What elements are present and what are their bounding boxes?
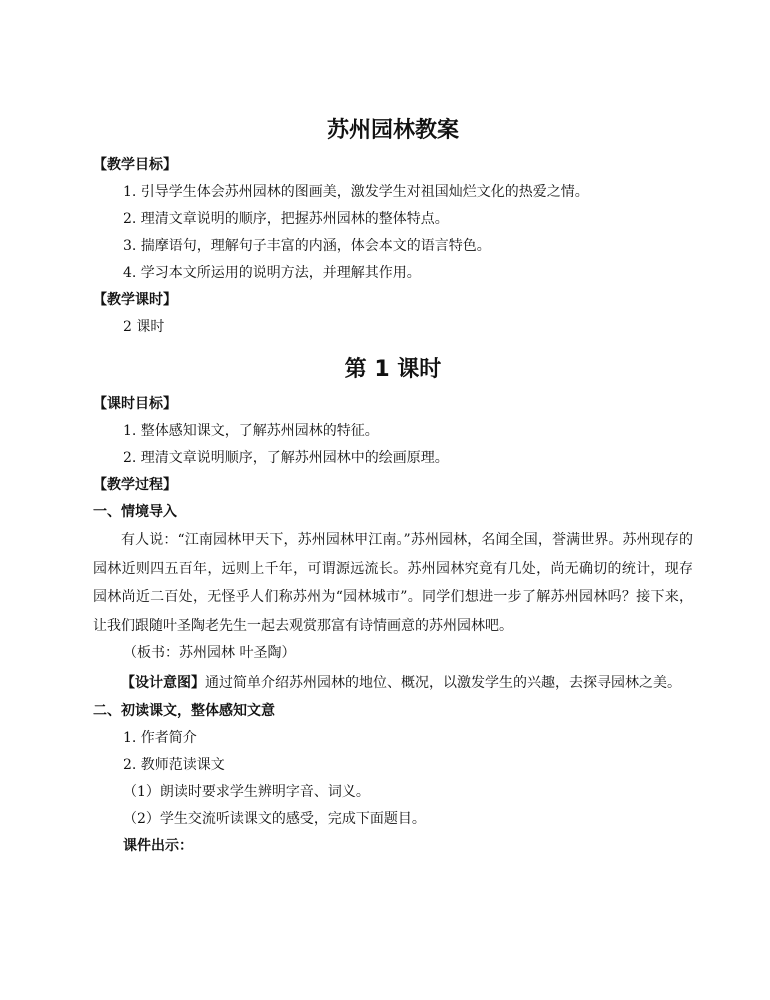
lesson-objectives-header: 【课时目标】: [93, 396, 177, 412]
section-1-paragraph: 有人说：“江南园林甲天下，苏州园林甲江南。”苏州园林，名闻全国，誉满世界。苏州现存的园林近则四五百年，远则上千年，可谓源远流长。苏州园林究竟有几处，尚无确切的统计，现存园林尚近二百处，无怪乎人们称苏州为“园林城市”。同学们想进一步了解苏州园林吗？接下来，让我们跟随叶圣陶老先生一起去观赏那富有诗情画意的苏州园林吧。: [93, 532, 693, 634]
design-intent-paragraph: [93, 669, 693, 698]
hours-header: 【教学课时】: [93, 292, 177, 308]
section-2-item: （2）学生交流听读课文的感受，完成下面题目。: [123, 810, 426, 827]
board-note: （板书：苏州园林 叶圣陶）: [123, 645, 296, 661]
section-1-title: 一、情境导入: [93, 504, 177, 520]
document-content: [93, 110, 693, 860]
objectives-header: 【教学目标】: [93, 157, 177, 173]
design-intent-label: 【设计意图】: [121, 675, 205, 691]
lesson-title: 第 1 课时: [344, 357, 442, 382]
objective-item: 2. 理清文章说明的顺序，把握苏州园林的整体特点。: [123, 211, 449, 227]
section-2-title: 二、初读课文，整体感知文意: [93, 702, 275, 719]
section-2-item: 1. 作者简介: [123, 729, 197, 746]
lesson-objective-item: 1. 整体感知课文，了解苏州园林的特征。: [123, 423, 379, 439]
process-header: 【教学过程】: [93, 477, 177, 493]
lesson-objective-item: 2. 理清文章说明顺序，了解苏州园林中的绘画原理。: [123, 450, 449, 466]
objective-item: 1. 引导学生体会苏州园林的图画美，激发学生对祖国灿烂文化的热爱之情。: [123, 184, 589, 200]
objective-item: 3. 揣摩语句，理解句子丰富的内涵，体会本文的语言特色。: [123, 238, 491, 254]
design-intent-text: 通过简单介绍苏州园林的地位、概况，以激发学生的兴趣，去探寻园林之美。: [205, 675, 681, 691]
hours-value: 2 课时: [123, 319, 165, 335]
document-title: 苏州园林教案: [326, 118, 459, 143]
section-2-item: （1）朗读时要求学生辨明字音、词义。: [123, 783, 370, 800]
courseware-label: 课件出示：: [123, 837, 193, 854]
section-2-item: 2. 教师范读课文: [123, 756, 225, 773]
objective-item: 4. 学习本文所运用的说明方法，并理解其作用。: [123, 265, 421, 281]
